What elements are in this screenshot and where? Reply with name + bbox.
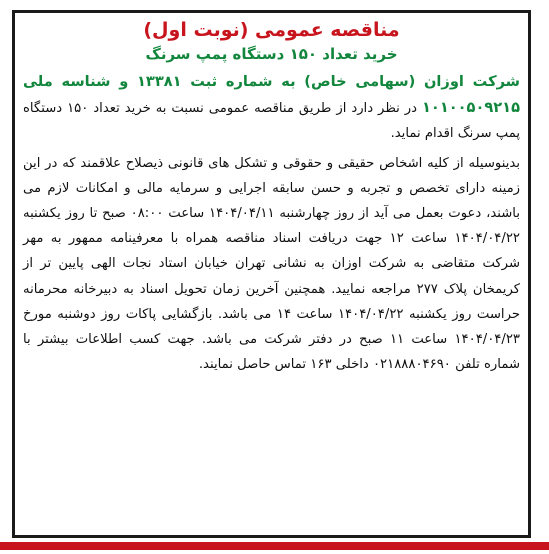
notice-subtitle: خرید تعداد ۱۵۰ دستگاه پمپ سرنگ bbox=[145, 45, 398, 63]
notice-title: مناقصه عمومی (نوبت اول) bbox=[143, 19, 400, 41]
notice-body: بدینوسیله از کلیه اشخاص حقیقی و حقوقی و تشکل های قانونی ذیصلاح علاقمند که در این زمینه دارای تخصص و تجربه و حسن سابقه اجرایی و سرمایه مالی و امکانات لازم می باشند، دعوت بعمل می آید از روز چهارشنبه ۱۴۰۴/۰۴/۱۱ ساعت ۰۸:۰۰ صبح تا روز یکشنبه ۱۴۰۴/۰۴/۲۲ ساعت ۱۲ جهت دریافت اسناد مناقصه همراه با معرفینامه ممهور به مهر شرکت متقاضی به شرکت اوزان به نشانی تهران خیابان استاد نجات الهی پایین تر از کریمخان پلاک ۲۷۷ مراجعه نمایید. همچنین آخرین زمان تحویل اسناد به دبیرخانه محرمانه حراست روز یکشنبه ۱۴۰۴/۰۴/۲۲ ساعت ۱۴ می باشد. بازگشایی پاکات روز دوشنبه مورخ ۱۴۰۴/۰۴/۲۳ ساعت ۱۱ صبح در دفتر شرکت می باشد. جهت کسب اطلاعات بیشتر با شماره تلفن ۰۲۱۸۸۸۰۴۶۹۰ داخلی ۱۶۳ تماس حاصل نمایند. bbox=[23, 155, 521, 373]
notice-intro bbox=[23, 69, 520, 147]
notice-frame bbox=[12, 10, 531, 538]
company-registration: شرکت اوزان (سهامی خاص) به شماره ثبت ۱۳۳۸۱ و شناسه ملی ۱۰۱۰۰۵۰۹۲۱۵ bbox=[23, 73, 520, 117]
intro-text: در نظر دارد از طریق مناقصه عمومی نسبت به خرید تعداد ۱۵۰ دستگاه پمپ سرنگ اقدام نماید. bbox=[23, 101, 520, 142]
notice-content bbox=[23, 17, 520, 377]
bottom-color-bar bbox=[0, 542, 549, 550]
